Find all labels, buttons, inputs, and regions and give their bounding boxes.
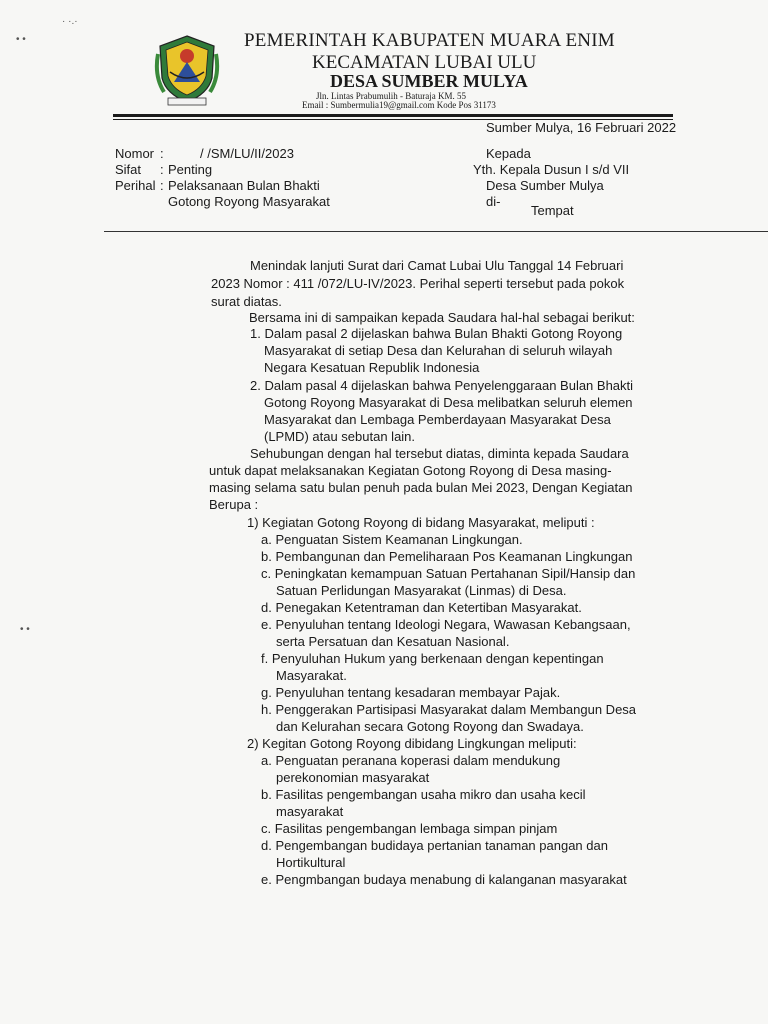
scan-speck: · ·.· [62, 16, 78, 27]
colon: : [160, 162, 164, 177]
body-line: Berupa : [209, 497, 259, 512]
recipient-line: Desa Sumber Mulya [486, 178, 604, 193]
body-line: a. Penguatan peranana koperasi dalam mendukung [261, 753, 561, 768]
recipient-line: Kepada [486, 146, 531, 161]
body-line: 1) Kegiatan Gotong Royong di bidang Masyarakat, meliputi : [247, 515, 595, 530]
regency-emblem-logo [154, 32, 220, 108]
place-date: Sumber Mulya, 16 Februari 2022 [486, 120, 677, 135]
recipient-line: Tempat [531, 203, 574, 218]
body-line: (LPMD) atau sebutan lain. [264, 429, 416, 444]
body-line: 2. Dalam pasal 4 dijelaskan bahwa Penyelenggaraan Bulan Bhakti [250, 378, 634, 393]
body-line: a. Penguatan Sistem Keamanan Lingkungan. [261, 532, 523, 547]
letterhead-district: KECAMATAN LUBAI ULU [312, 52, 537, 73]
recipient-line: Yth. Kepala Dusun I s/d VII [473, 162, 630, 177]
body-line: b. Pembangunan dan Pemeliharaan Pos Keamanan Lingkungan [261, 549, 633, 564]
letterhead-address: Jln. Lintas Prabumulih - Baturaja KM. 55 [316, 91, 466, 101]
body-line: Masyarakat. [276, 668, 347, 683]
body-line: masing selama satu bulan penuh pada bulan Mei 2023, Dengan Kegiatan [209, 480, 633, 495]
body-line: untuk dapat melaksanakan Kegiatan Gotong Royong di Desa masing- [209, 463, 612, 478]
body-line: Masyarakat dan Lembaga Pemberdayaan Masyarakat Desa [264, 412, 611, 427]
nomor-value: / /SM/LU/II/2023 [200, 146, 294, 161]
body-line: Bersama ini di sampaikan kepada Saudara hal-hal sebagai berikut: [249, 310, 635, 325]
sifat-label: Sifat [115, 162, 142, 177]
body-line: g. Penyuluhan tentang kesadaran membayar Pajak. [261, 685, 561, 700]
letterhead-village: DESA SUMBER MULYA [330, 71, 528, 91]
perihal-value: Gotong Royong Masyarakat [168, 194, 330, 209]
body-line: h. Penggerakan Partisipasi Masyarakat dalam Membangun Desa [261, 702, 637, 717]
body-line: Masyarakat di setiap Desa dan Kelurahan di seluruh wilayah [264, 343, 613, 358]
scan-speck: • • [20, 624, 30, 635]
body-line: d. Penegakan Ketentraman dan Ketertiban Masyarakat. [261, 600, 582, 615]
body-line: masyarakat [276, 804, 344, 819]
letterhead-rule-thick [113, 114, 673, 117]
colon: : [160, 178, 164, 193]
sifat-value: Penting [168, 162, 213, 177]
body-line: d. Pengembangan budidaya pertanian tanaman pangan dan [261, 838, 608, 853]
body-line: c. Peningkatan kemampuan Satuan Pertahanan Sipil/Hansip dan [261, 566, 636, 581]
body-line: f. Penyuluhan Hukum yang berkenaan dengan kepentingan [261, 651, 604, 666]
body-line: perekonomian masyarakat [276, 770, 430, 785]
body-line: 2) Kegitan Gotong Royong dibidang Lingkungan meliputi: [247, 736, 577, 751]
perihal-value: Pelaksanaan Bulan Bhakti [168, 178, 320, 193]
body-line: 2023 Nomor : 411 /072/LU-IV/2023. Perihal seperti tersebut pada pokok [211, 276, 625, 291]
recipient-line: di- [486, 194, 501, 209]
perihal-label: Perihal [115, 178, 156, 193]
colon: : [160, 146, 164, 161]
body-line: surat diatas. [211, 294, 282, 309]
body-line: serta Persatuan dan Kesatuan Nasional. [276, 634, 510, 649]
body-line: b. Fasilitas pengembangan usaha mikro dan usaha kecil [261, 787, 586, 802]
header-separator [104, 231, 768, 232]
body-line: Menindak lanjuti Surat dari Camat Lubai Ulu Tanggal 14 Februari [250, 258, 624, 273]
body-line: c. Fasilitas pengembangan lembaga simpan pinjam [261, 821, 558, 836]
nomor-label: Nomor [115, 146, 155, 161]
letterhead-email: Email : Sumbermulia19@gmail.com Kode Pos 31173 [302, 100, 496, 110]
body-line: e. Pengmbangan budaya menabung di kalanganan masyarakat [261, 872, 627, 887]
letterhead-government: PEMERINTAH KABUPATEN MUARA ENIM [244, 30, 615, 51]
body-line: Negara Kesatuan Republik Indonesia [264, 360, 480, 375]
body-line: Gotong Royong Masyarakat di Desa melibatkan seluruh elemen [264, 395, 633, 410]
body-line: Satuan Perlidungan Masyarakat (Linmas) di Desa. [276, 583, 567, 598]
body-line: 1. Dalam pasal 2 dijelaskan bahwa Bulan Bhakti Gotong Royong [250, 326, 623, 341]
body-line: Hortikultural [276, 855, 346, 870]
scan-speck: • • [16, 34, 26, 45]
body-line: dan Kelurahan secara Gotong Royong dan Swadaya. [276, 719, 584, 734]
body-line: e. Penyuluhan tentang Ideologi Negara, Wawasan Kebangsaan, [261, 617, 631, 632]
body-line: Sehubungan dengan hal tersebut diatas, diminta kepada Saudara [250, 446, 629, 461]
